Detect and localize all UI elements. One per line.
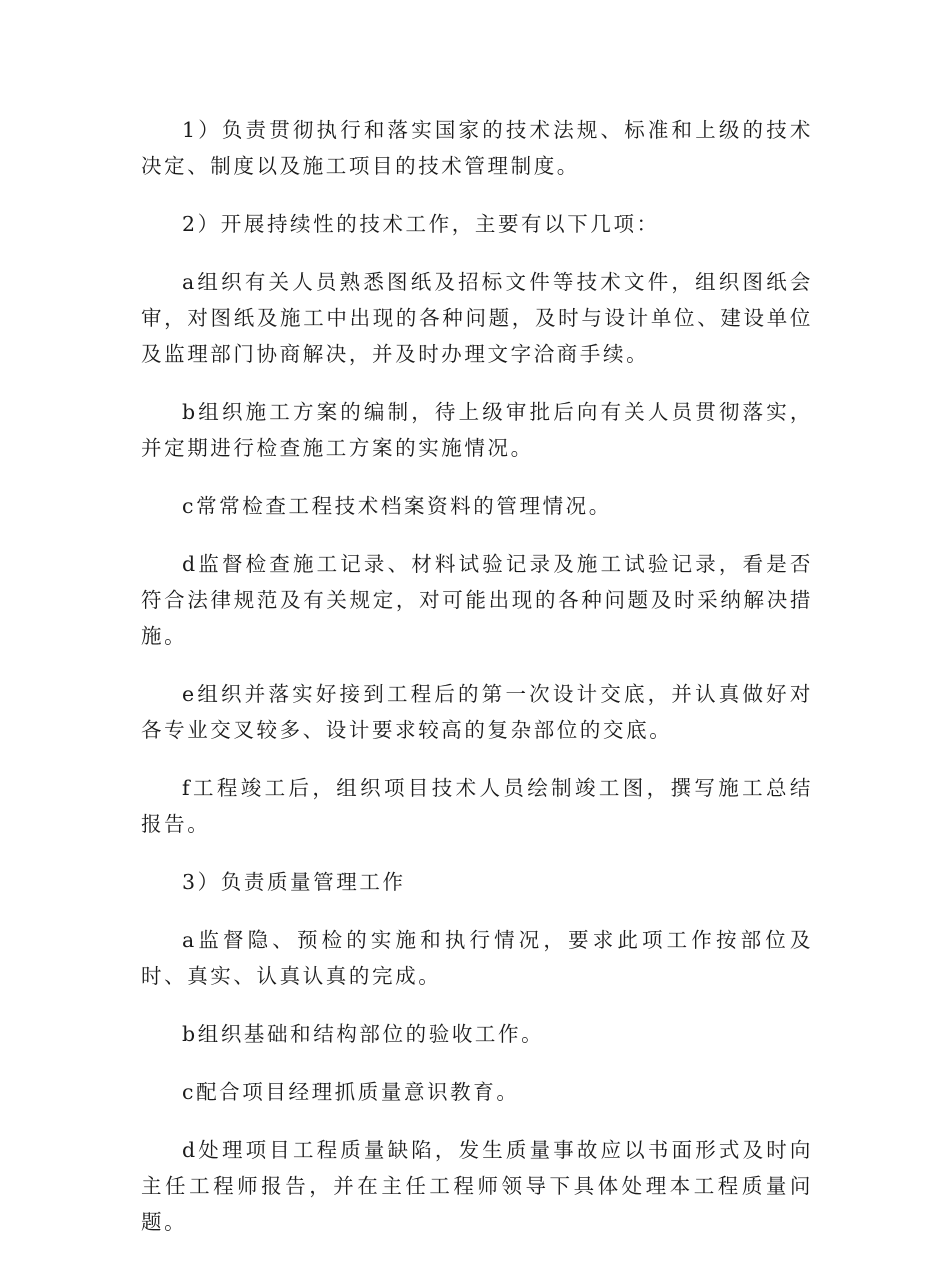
paragraph-duty-3: 3）负责质量管理工作 — [182, 870, 406, 894]
paragraph-item-3c: c配合项目经理抓质量意识教育。 — [182, 1080, 520, 1104]
paragraph-duty-1: 1）负责贯彻执行和落实国家的技术法规、标准和上级的技术决定、制度以及施工项目的技术管理制度。 — [141, 118, 813, 178]
paragraph-item-2e: e组织并落实好接到工程后的第一次设计交底，并认真做好对各专业交叉较多、设计要求较高的复杂部位的交底。 — [141, 682, 813, 742]
paragraph-item-2b: b组织施工方案的编制，待上级审批后向有关人员贯彻落实，并定期进行检查施工方案的实施情况。 — [141, 400, 813, 460]
document-body — [141, 112, 813, 1262]
paragraph-duty-2: 2）开展持续性的技术工作，主要有以下几项： — [182, 212, 660, 236]
paragraph-item-2a: a组织有关人员熟悉图纸及招标文件等技术文件，组织图纸会审，对图纸及施工中出现的各种问题，及时与设计单位、建设单位及监理部门协商解决，并及时办理文字洽商手续。 — [141, 270, 813, 366]
paragraph-item-3b: b组织基础和结构部位的验收工作。 — [182, 1022, 545, 1046]
paragraph-item-2f: f工程竣工后，组织项目技术人员绘制竣工图，撰写施工总结报告。 — [141, 776, 813, 836]
paragraph-item-2d: d监督检查施工记录、材料试验记录及施工试验记录，看是否符合法律规范及有关规定，对可能出现的各种问题及时采纳解决措施。 — [141, 552, 813, 648]
paragraph-item-2c: c常常检查工程技术档案资料的管理情况。 — [182, 494, 612, 518]
paragraph-item-3a: a监督隐、预检的实施和执行情况，要求此项工作按部位及时、真实、认真认真的完成。 — [141, 928, 813, 988]
paragraph-item-3d: d处理项目工程质量缺陷，发生质量事故应以书面形式及时向主任工程师报告，并在主任工程师领导下具体处理本工程质量问题。 — [141, 1138, 813, 1234]
